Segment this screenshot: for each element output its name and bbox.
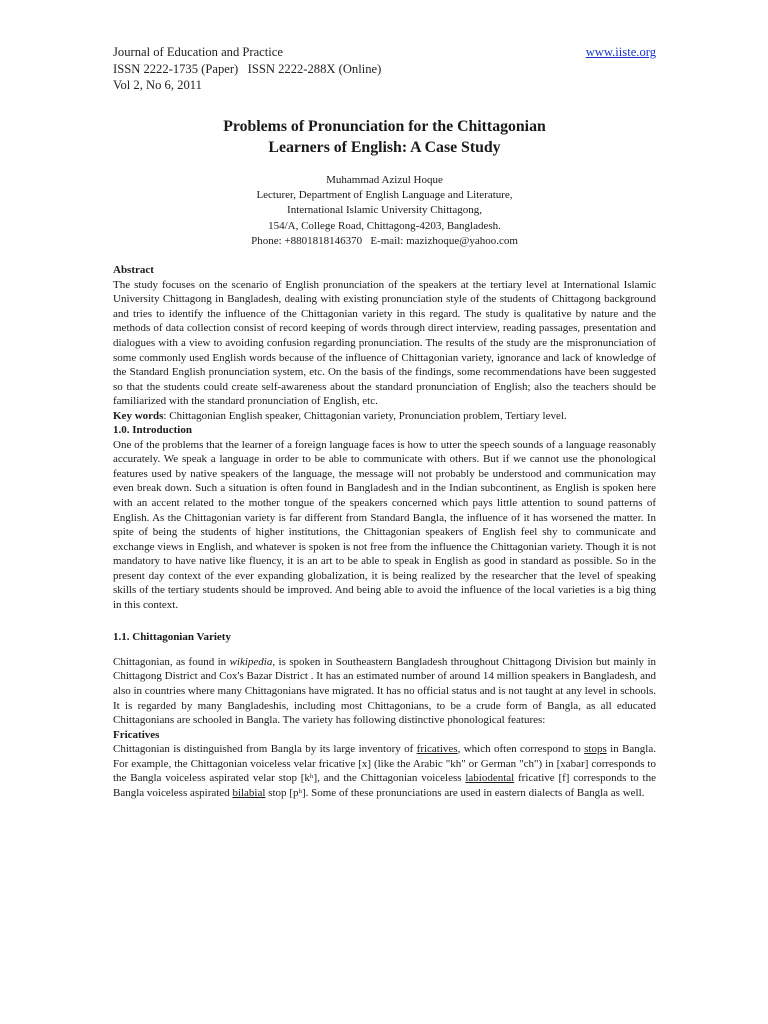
keywords-label: Key words	[113, 409, 164, 422]
fricatives-heading: Fricatives	[113, 728, 160, 741]
labiodental-link[interactable]: labiodental	[465, 772, 515, 785]
paper-title-line2: Learners of English: A Case Study	[268, 138, 501, 156]
abstract-text: The study focuses on the scenario of English pronunciation of the speakers at the tertiary level at International Islamic University Chittagong in Bangladesh, dealing with existing pronunciation style of the students of Chittagong background and tries to identify the influence of the Chittagonian variety in this regard. The study is qualitative by nature and the methods of data collection consist of record keeping of words through direct interview, reading passages, presentation and dialogues with a view to avoiding confusion regarding pronunciation. The results of the study are the mispronunciation of some commonly used English words because of the influence of Chittagonian variety, ignorance and lack of knowledge of the Standard English pronunciation system, etc. On the basis of the findings, some recommendations have been suggested so that the students could create self-awareness about the standard pronunciation of English; also the teachers should be familiarized with the standard pronunciation of English, etc.	[113, 278, 656, 408]
abstract-heading: Abstract	[113, 264, 154, 277]
author-block	[113, 173, 656, 249]
journal-site-link[interactable]: www.iiste.org	[585, 45, 656, 59]
variety-heading: 1.1. Chittagonian Variety	[113, 631, 231, 644]
paper-title	[113, 116, 656, 158]
introduction-text: One of the problems that the learner of a foreign language faces is how to utter the speech sounds of a language reasonably accurately. We speak a language in order to be able to communicate with others. But if we cannot use the phonological features used by native speakers of the language, the message will not probably be understood and communication may even break down. Such a situation is often found in Bangladesh and in the Indian subcontinent, as English is spoken here with an accent related to the mother tongue of the speakers concerned which pays little attention to sound patterns of English. As the Chittagonian variety is far different from Standard Bangla, the influence of it has worsened the matter. In spite of being the students of higher institutions, the Chittagonian speakers of English feel shy to communicate and exchange views in English, and whatever is spoken is not free from the influence the Chittagonian variety. Though it is not mandatory to have native like fluency, it is an art to be able to speak in English as good in standard as possible. So in the present day context of the ever expanding globalization, it is being realized by the researcher that the level of speaking skills of the tertiary students should be improved. And being able to avoid the influence of the local varieties is a big thing in this context.	[113, 438, 656, 611]
variety-text: Chittagonian, as found in wikipedia, is spoken in Southeastern Bangladesh throughout Chittagong Division but mainly in Chittagong District and Cox's Bazar District . It has an estimated number of around 14 million speakers in Bangladesh, and also in countries where many Chittagonians have migrated. It has no official status and is not taught at any level in schools. It is regarded by many Bangladeshis, including most Chittagonians, to be a crude form of Bangla, as all educated Chittagonians are schooled in Bangla. The variety has following distinctive phonological features:	[113, 655, 656, 727]
stops-link[interactable]: stops	[584, 743, 607, 756]
journal-issn: ISSN 2222-1735 (Paper) ISSN 2222-288X (Online)	[113, 61, 382, 76]
bilabial-link[interactable]: bilabial	[232, 786, 266, 799]
fricatives-text: Chittagonian is distinguished from Bangla by its large inventory of fricatives, which often correspond to stops in Bangla. For example, the Chittagonian voiceless velar fricative [x] (like the Arabic "kh" or German "ch") in [xabar] corresponds to the Bangla voiceless aspirated velar stop [kʰ], and the Chittagonian voiceless labiodental fricative [f] corresponds to the Bangla voiceless aspirated bilabial stop [pʰ]. Some of these pronunciations are used in eastern dialects of Bangla as well.	[113, 743, 657, 799]
journal-name: Journal of Education and Practice	[113, 45, 283, 59]
fricatives-link[interactable]: fricatives	[416, 743, 458, 756]
journal-volume: Vol 2, No 6, 2011	[113, 78, 202, 93]
keywords-line	[113, 409, 656, 424]
author-name: Muhammad Azizul Hoque	[326, 173, 443, 186]
author-affiliation-1: Lecturer, Department of English Language and Literature,	[256, 189, 513, 202]
author-address: 154/A, College Road, Chittagong-4203, Bangladesh.	[268, 219, 501, 232]
introduction-heading: 1.0. Introduction	[113, 424, 192, 437]
wikipedia-ref: wikipedia	[229, 655, 273, 668]
author-contact: Phone: +8801818146370 E-mail: mazizhoque@yahoo.com	[251, 234, 518, 247]
journal-header	[113, 44, 656, 94]
keywords-text: : Chittagonian English speaker, Chittagonian variety, Pronunciation problem, Tertiary level.	[163, 409, 567, 422]
paper-title-line1: Problems of Pronunciation for the Chittagonian	[223, 117, 546, 135]
document-page	[113, 44, 656, 800]
author-affiliation-2: International Islamic University Chittagong,	[287, 204, 482, 217]
